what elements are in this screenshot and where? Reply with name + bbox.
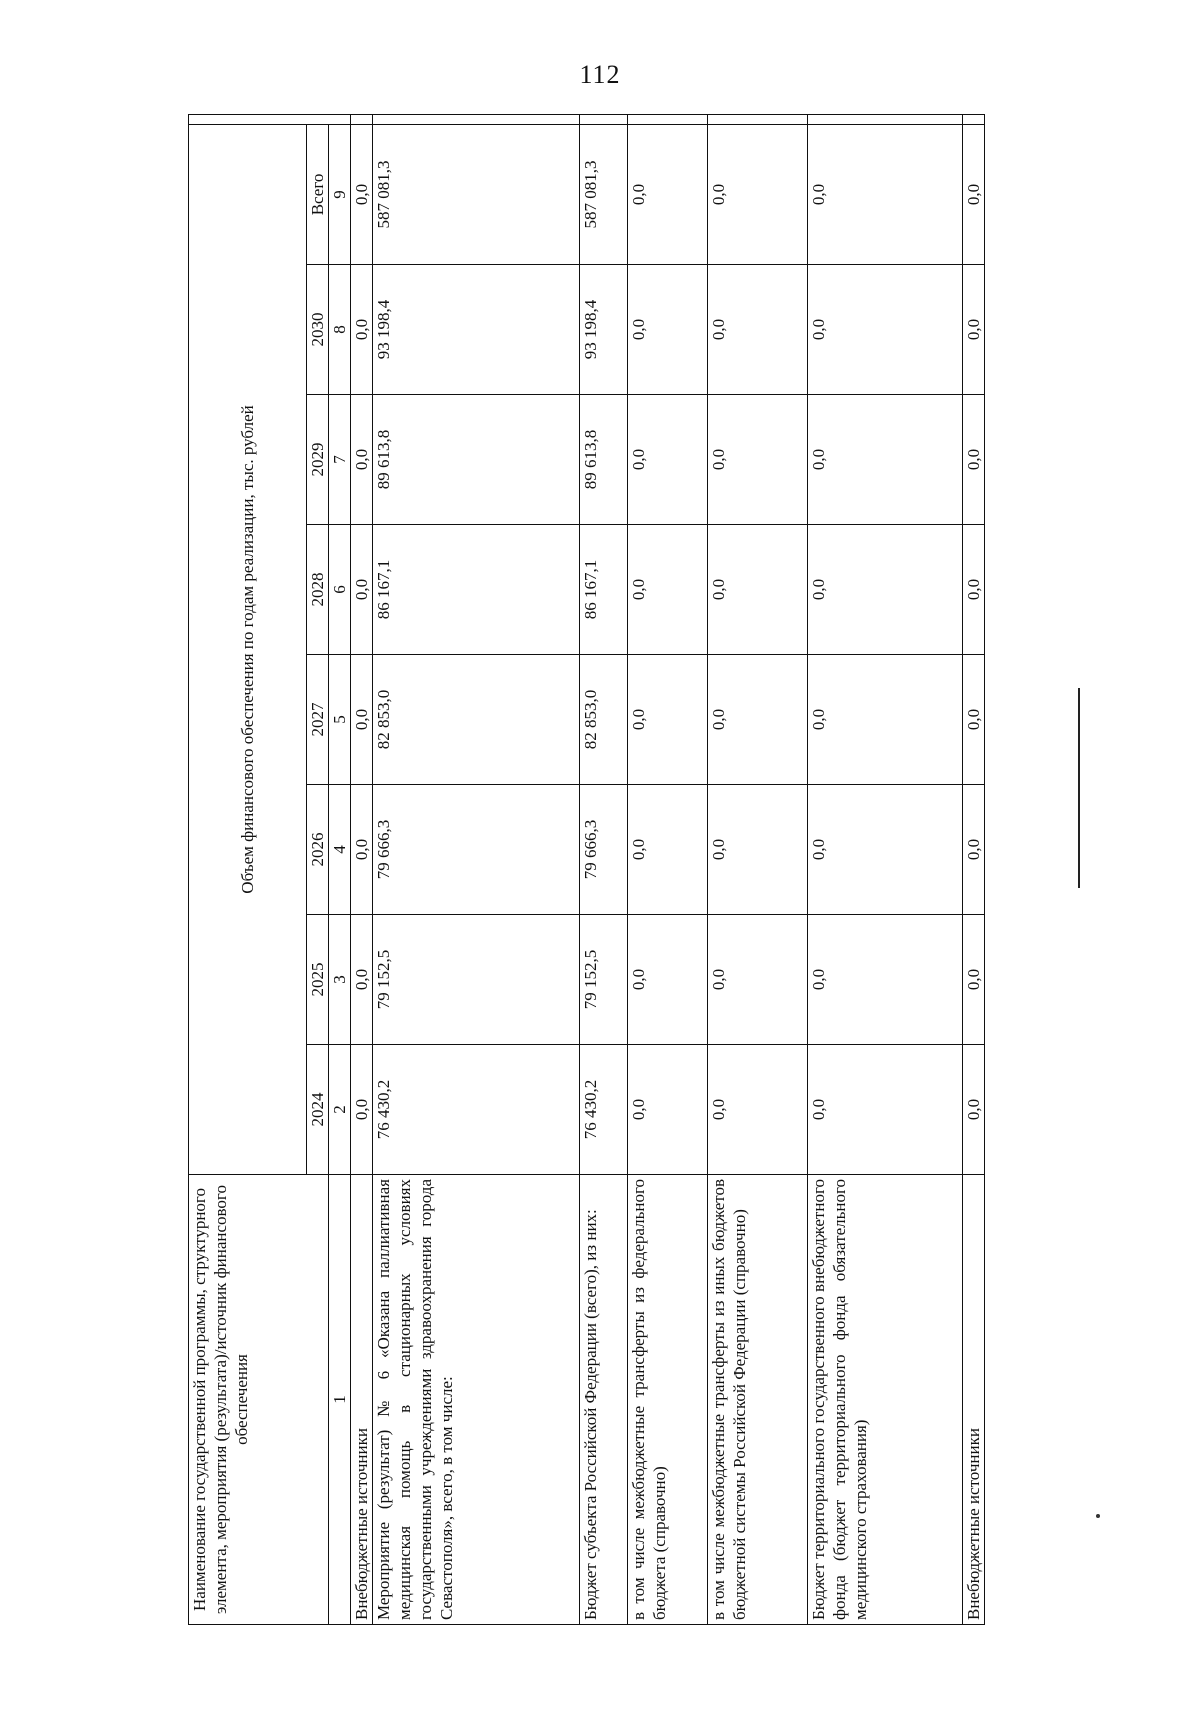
table-row [808, 114, 963, 1624]
cell-value: 0,0 [708, 525, 808, 655]
header-year: 2027 [307, 655, 329, 785]
column-number: 2 [329, 1045, 351, 1175]
thin-column [808, 114, 963, 124]
cell-value: 0,0 [708, 655, 808, 785]
cell-value: 0,0 [708, 265, 808, 395]
header-year: 2030 [307, 265, 329, 395]
cell-value: 89 613,8 [580, 395, 628, 525]
thin-column [351, 114, 373, 124]
header-year-total: Всего [307, 124, 329, 264]
cell-value: 587 081,3 [373, 124, 580, 264]
cell-value: 89 613,8 [373, 395, 580, 525]
cell-value: 76 430,2 [580, 1045, 628, 1175]
cell-value: 0,0 [808, 525, 963, 655]
row-label: в том числе межбюджетные трансферты из федерального бюджета (справочно) [628, 1175, 708, 1625]
column-number: 9 [329, 124, 351, 264]
cell-value: 0,0 [963, 124, 985, 264]
cell-value: 0,0 [963, 785, 985, 915]
table-row [373, 114, 580, 1624]
cell-value: 0,0 [351, 395, 373, 525]
table-row [708, 114, 808, 1624]
cell-value: 82 853,0 [580, 655, 628, 785]
header-year: 2025 [307, 915, 329, 1045]
column-number: 3 [329, 915, 351, 1045]
cell-value: 0,0 [963, 655, 985, 785]
cell-value: 0,0 [808, 915, 963, 1045]
table-row [628, 114, 708, 1624]
cell-value: 0,0 [808, 395, 963, 525]
table-row [351, 114, 373, 1624]
cell-value: 0,0 [351, 124, 373, 264]
financing-table [188, 114, 985, 1625]
cell-value: 0,0 [963, 915, 985, 1045]
row-label: Мероприятие (результат) № 6 «Оказана паллиативная медицинская помощь в стационарных условиях государственными учреждениями здравоохранения города Севастополя», всего, в том числе: [373, 1175, 580, 1625]
header-volume: Объем финансового обеспечения по годам реализации, тыс. рублей [189, 124, 307, 1174]
cell-value: 0,0 [351, 1045, 373, 1175]
thin-column [963, 114, 985, 124]
column-number: 5 [329, 655, 351, 785]
cell-value: 93 198,4 [580, 265, 628, 395]
cell-value: 0,0 [708, 785, 808, 915]
cell-value: 0,0 [808, 1045, 963, 1175]
cell-value: 0,0 [708, 395, 808, 525]
row-label: Бюджет субъекта Российской Федерации (всего), из них: [580, 1175, 628, 1625]
cell-value: 587 081,3 [580, 124, 628, 264]
cell-value: 0,0 [708, 124, 808, 264]
cell-value: 79 152,5 [373, 915, 580, 1045]
cell-value: 0,0 [963, 525, 985, 655]
header-year: 2024 [307, 1045, 329, 1175]
thin-column [628, 114, 708, 124]
cell-value: 0,0 [808, 265, 963, 395]
cell-value: 0,0 [628, 525, 708, 655]
column-number: 4 [329, 785, 351, 915]
row-label: Внебюджетные источники [963, 1175, 985, 1625]
cell-value: 0,0 [351, 265, 373, 395]
cell-value: 0,0 [708, 915, 808, 1045]
cell-value: 0,0 [963, 395, 985, 525]
cell-value: 0,0 [808, 655, 963, 785]
header-year: 2028 [307, 525, 329, 655]
cell-value: 0,0 [351, 655, 373, 785]
cell-value: 0,0 [963, 1045, 985, 1175]
cell-value: 0,0 [628, 785, 708, 915]
row-label: Бюджет территориального государственного внебюджетного фонда (бюджет территориального фонда обязательного медицинского страхования) [808, 1175, 963, 1625]
cell-value: 0,0 [351, 525, 373, 655]
cell-value: 0,0 [808, 785, 963, 915]
row-label: Внебюджетные источники [351, 1175, 373, 1625]
cell-value: 0,0 [628, 915, 708, 1045]
column-number: 1 [329, 1175, 351, 1625]
cell-value: 86 167,1 [373, 525, 580, 655]
column-number: 7 [329, 395, 351, 525]
header-name-column: Наименование государственной программы, структурного элемента, мероприятия (результата)/источник финансового обеспечения [189, 1175, 329, 1625]
row-label: в том числе межбюджетные трансферты из иных бюджетов бюджетной системы Российской Федерации (справочно) [708, 1175, 808, 1625]
page-number: 112 [579, 60, 621, 89]
cell-value: 0,0 [628, 124, 708, 264]
cell-value: 0,0 [351, 915, 373, 1045]
thin-column [580, 114, 628, 124]
margin-rule [1078, 688, 1080, 888]
cell-value: 0,0 [808, 124, 963, 264]
thin-column [373, 114, 580, 124]
table-row [580, 114, 628, 1624]
thin-column [189, 114, 351, 124]
cell-value: 86 167,1 [580, 525, 628, 655]
cell-value: 0,0 [963, 265, 985, 395]
column-number: 8 [329, 265, 351, 395]
cell-value: 0,0 [628, 265, 708, 395]
cell-value: 79 666,3 [373, 785, 580, 915]
rotated-table-container [188, 125, 1078, 1625]
column-number: 6 [329, 525, 351, 655]
cell-value: 79 152,5 [580, 915, 628, 1045]
cell-value: 0,0 [628, 655, 708, 785]
cell-value: 79 666,3 [580, 785, 628, 915]
cell-value: 82 853,0 [373, 655, 580, 785]
thin-column [708, 114, 808, 124]
scan-dot [1096, 1514, 1100, 1518]
header-year: 2029 [307, 395, 329, 525]
header-year: 2026 [307, 785, 329, 915]
cell-value: 0,0 [351, 785, 373, 915]
cell-value: 76 430,2 [373, 1045, 580, 1175]
cell-value: 0,0 [628, 395, 708, 525]
cell-value: 93 198,4 [373, 265, 580, 395]
table-row [963, 114, 985, 1624]
cell-value: 0,0 [628, 1045, 708, 1175]
cell-value: 0,0 [708, 1045, 808, 1175]
